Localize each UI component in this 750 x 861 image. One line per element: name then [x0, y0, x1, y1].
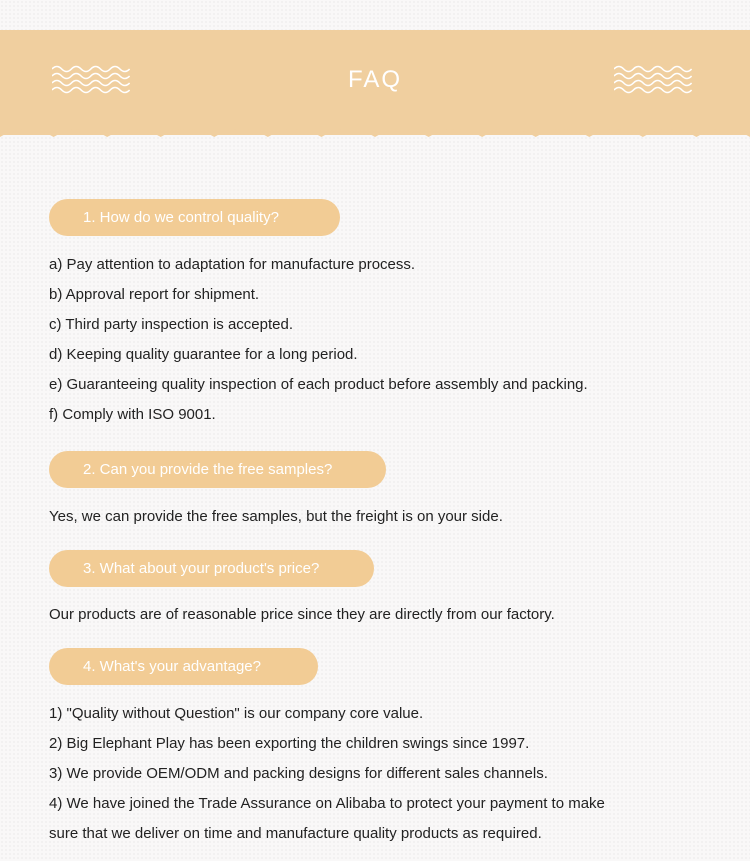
faq-answer-1e: e) Guaranteeing quality inspection of each product before assembly and packing. [49, 376, 588, 393]
faq-answer-4-2: 2) Big Elephant Play has been exporting the children swings since 1997. [49, 735, 530, 752]
faq-answer-1d: d) Keeping quality guarantee for a long period. [49, 346, 358, 363]
faq-answer-4-3: 3) We provide OEM/ODM and packing designs for different sales channels. [49, 765, 548, 782]
faq-question-2: 2. Can you provide the free samples? [49, 451, 386, 488]
faq-answer-4-1: 1) "Quality without Question" is our company core value. [49, 705, 424, 722]
page-title: FAQ [347, 66, 402, 93]
wave-lines-icon [614, 64, 692, 96]
faq-answer-4-4: 4) We have joined the Trade Assurance on Alibaba to protect your payment to make [49, 795, 605, 812]
faq-answer-4-4-cont: sure that we deliver on time and manufacture quality products as required. [49, 825, 542, 842]
faq-answer-1f: f) Comply with ISO 9001. [49, 406, 216, 423]
faq-question-4: 4. What's your advantage? [49, 648, 318, 685]
faq-answer-1a: a) Pay attention to adaptation for manufacture process. [49, 256, 416, 273]
faq-answer-1b: b) Approval report for shipment. [49, 286, 260, 303]
faq-question-1: 1. How do we control quality? [49, 199, 340, 236]
faq-answer-1c: c) Third party inspection is accepted. [49, 316, 294, 333]
scallop-edge [0, 127, 750, 149]
faq-question-3: 3. What about your product's price? [49, 550, 374, 587]
faq-answer-2: Yes, we can provide the free samples, but the freight is on your side. [49, 508, 503, 525]
faq-answer-3: Our products are of reasonable price since they are directly from our factory. [49, 606, 555, 623]
